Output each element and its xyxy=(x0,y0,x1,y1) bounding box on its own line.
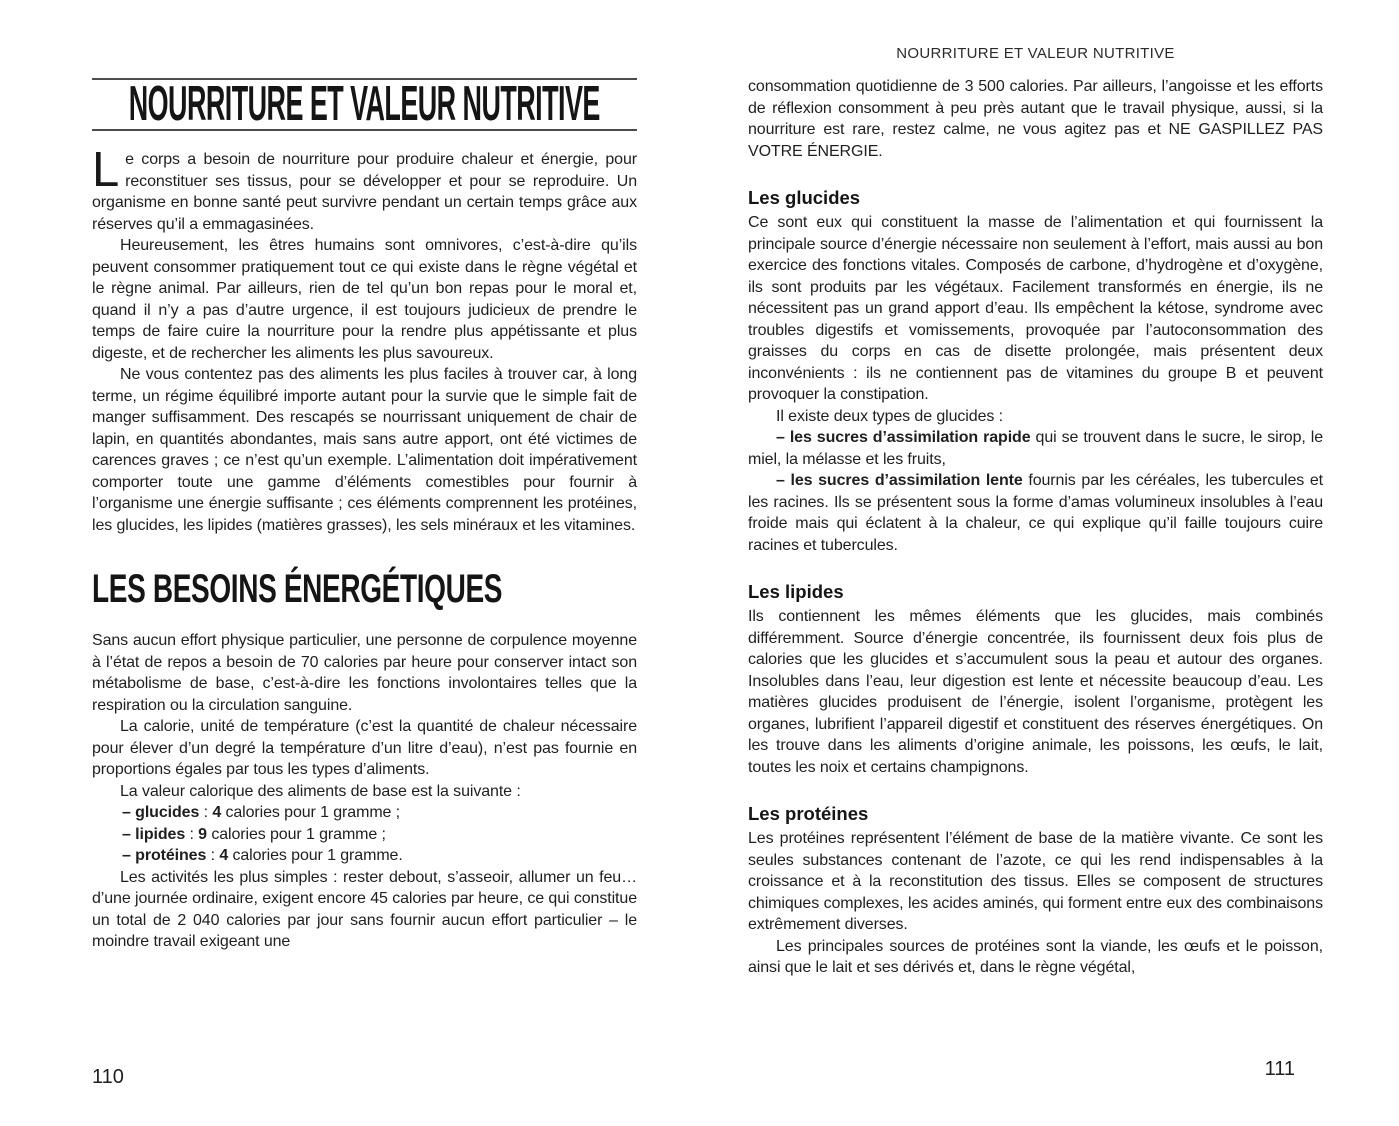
page-number-right: 111 xyxy=(1264,1058,1295,1080)
list-separator: : xyxy=(206,847,220,864)
list-separator: : xyxy=(185,825,199,843)
running-header: NOURRITURE ET VALEUR NUTRITIVE xyxy=(896,45,1175,62)
list-rest: calories pour 1 gramme ; xyxy=(221,804,401,821)
calorie-list-item xyxy=(122,824,637,846)
paragraph: Ce sont eux qui constituent la masse de l’alimentation et qui fournissent la principale source d’énergie nécessaire non seulement à l’effort, mais aussi au bon exercice des fonctions vitales. Composés de carbone, d’hydrogène et d’oxygène, ils sont produits par les végétaux. Facilement transformés en énergie, ils ne nécessitent pas un grand apport d’eau. Ils empêchent la kétose, syndrome avec troubles digestifs et vomissements, provoquée par l’autoconsommation des graisses du corps en cas de disette prolongée, mais présentent deux inconvénients : ils ne contiennent pas de vitamines du groupe B et peuvent provoquer la constipation. xyxy=(748,214,1323,403)
paragraph: Les protéines représentent l’élément de base de la matière vivante. Ce sont les seules substances contenant de l’azote, ce qui les rend indispensables à la croissance et à la reconstitution des tissus. Elles se composent de structures chimiques complexes, les acides aminés, qui forment entre eux des combinaisons extrêmement diverses. xyxy=(748,830,1323,933)
subsection-heading: Les protéines xyxy=(748,803,869,824)
subsection-heading: Les lipides xyxy=(748,581,844,602)
right-page xyxy=(748,0,1323,979)
section-lipides xyxy=(748,580,1323,778)
list-rest: calories pour 1 gramme. xyxy=(228,847,403,864)
drop-cap: L xyxy=(92,143,120,197)
paragraph: Ils contiennent les mêmes éléments que les glucides, mais combinés différemment. Source d’énergie concentrée, ils fournissent deux fois plus de calories que les glucides et s’accumulent sous la peau et autour des organes. Insolubles dans l’eau, leur digestion est lente et nécessite beaucoup d’eau. Les matières glucides produisent de l’énergie, isolent l’organisme, protègent les organes, lubrifient l’appareil digestif et constituent des réserves énergétiques. On les trouve dans les aliments d’origine animale, les poissons, les œufs, le lait, toutes les noix et certains champignons. xyxy=(748,608,1323,776)
list-rest: qui se trouvent dans le sucre, le sirop, le miel, la mélasse et les fruits, xyxy=(748,429,1324,468)
list-value: 4 xyxy=(212,804,222,821)
calorie-list-item xyxy=(122,845,637,867)
paragraph-text: e corps a besoin de nourriture pour produire chaleur et énergie, pour reconstituer ses tissus, pour se développer et pour se reproduire. Un organisme en bonne santé peut survivre pendant un certain temps grâce aux réserves qu’il a emmagasinées. xyxy=(92,151,637,233)
paragraph: La valeur calorique des aliments de base est la suivante : xyxy=(120,782,521,800)
paragraph: Il existe deux types de glucides : xyxy=(776,407,1003,425)
list-rest: calories pour 1 gramme ; xyxy=(206,825,386,843)
list-term: – les sucres d’assimilation lente xyxy=(776,472,1023,489)
sugar-list-item xyxy=(748,427,1323,470)
paragraph-intro xyxy=(92,143,637,235)
list-value: 4 xyxy=(219,847,229,864)
list-term: – les sucres d’assimilation rapide xyxy=(776,429,1031,446)
sugar-list-item xyxy=(748,470,1323,556)
paragraph: Heureusement, les êtres humains sont omnivores, c’est-à-dire qu’ils peuvent consommer pratiquement tout ce qui existe dans le règne végétal et le règne animal. Par ailleurs, rien de tel qu’un bon repas pour le moral et, quand il n’y a pas d’autre urgence, il est toujours judicieux de prendre le temps de faire cuire la nourriture pour la rendre plus appétissante et plus digeste, et de rechercher les aliments les plus savoureux. xyxy=(92,237,637,362)
list-separator: : xyxy=(199,804,213,821)
list-term: – protéines xyxy=(122,847,207,864)
section-heading: LES BESOINS ÉNERGÉTIQUES xyxy=(92,567,503,611)
subsection-heading: Les glucides xyxy=(748,187,861,208)
calorie-list-item xyxy=(122,802,637,824)
section-proteines xyxy=(748,802,1323,979)
paragraph: La calorie, unité de température (c’est la quantité de chaleur nécessaire pour élever d’un degré la température d’un litre d’eau), n’est pas fournie en proportions égales par tous les types d’aliments. xyxy=(92,718,637,778)
list-value: 9 xyxy=(198,825,207,843)
paragraph: Sans aucun effort physique particulier, une personne de corpulence moyenne à l’état de repos a besoin de 70 calories par heure pour conserver intact son métabolisme de base, c’est-à-dire les fonctions involontaires telles que la respiration ou la circulation sanguine. xyxy=(92,632,637,714)
section-glucides xyxy=(748,186,1323,556)
paragraph-continuation: consommation quotidienne de 3 500 calories. Par ailleurs, l’angoisse et les efforts de réflexion consomment à peu près autant que le travail physique, aussi, si la nourriture est rare, restez calme, ne vous agitez pas et NE GASPILLEZ PAS VOTRE ÉNERGIE. xyxy=(748,78,1323,160)
paragraph: Les principales sources de protéines sont la viande, les œufs et le poisson, ainsi que le lait et ses dérivés et, dans le règne végétal, xyxy=(748,937,1323,976)
list-term: – lipides xyxy=(122,825,186,843)
page-number-left: 110 xyxy=(92,1066,124,1088)
left-page xyxy=(92,0,637,953)
chapter-title-block xyxy=(92,78,637,131)
paragraph: Ne vous contentez pas des aliments les plus faciles à trouver car, à long terme, un régime équilibré importe autant pour la survie que le simple fait de manger suffisamment. Des rescapés se nourrissant uniquement de chair de lapin, en quantités abondantes, mais sans autre apport, ont été victimes de carences graves ; ce n’est qu’un exemple. L’alimentation doit impérativement comporter toute une gamme d’éléments comestibles pour fournir à l’organisme une énergie suffisante ; ces éléments comprennent les protéines, les glucides, les lipides (matières grasses), les sels minéraux et les vitamines. xyxy=(92,366,637,534)
list-rest: fournis par les céréales, les tubercules et les racines. Ils se présentent sous la forme d’amas volumineux insolubles à l’eau froide mais qui éclatent à la chaleur, ce qui explique qu’il faille toujours cuire racines et tubercules. xyxy=(748,472,1323,554)
list-term: – glucides xyxy=(122,804,200,821)
paragraph: Les activités les plus simples : rester debout, s’asseoir, allumer un feu… d’une journée ordinaire, exigent encore 45 calories par heure, ce qui constitue un total de 2 040 calories par jour sans fournir aucun effort particulier – le moindre travail exigeant une xyxy=(92,868,637,950)
chapter-title: NOURRITURE ET VALEUR NUTRITIVE xyxy=(128,77,601,131)
